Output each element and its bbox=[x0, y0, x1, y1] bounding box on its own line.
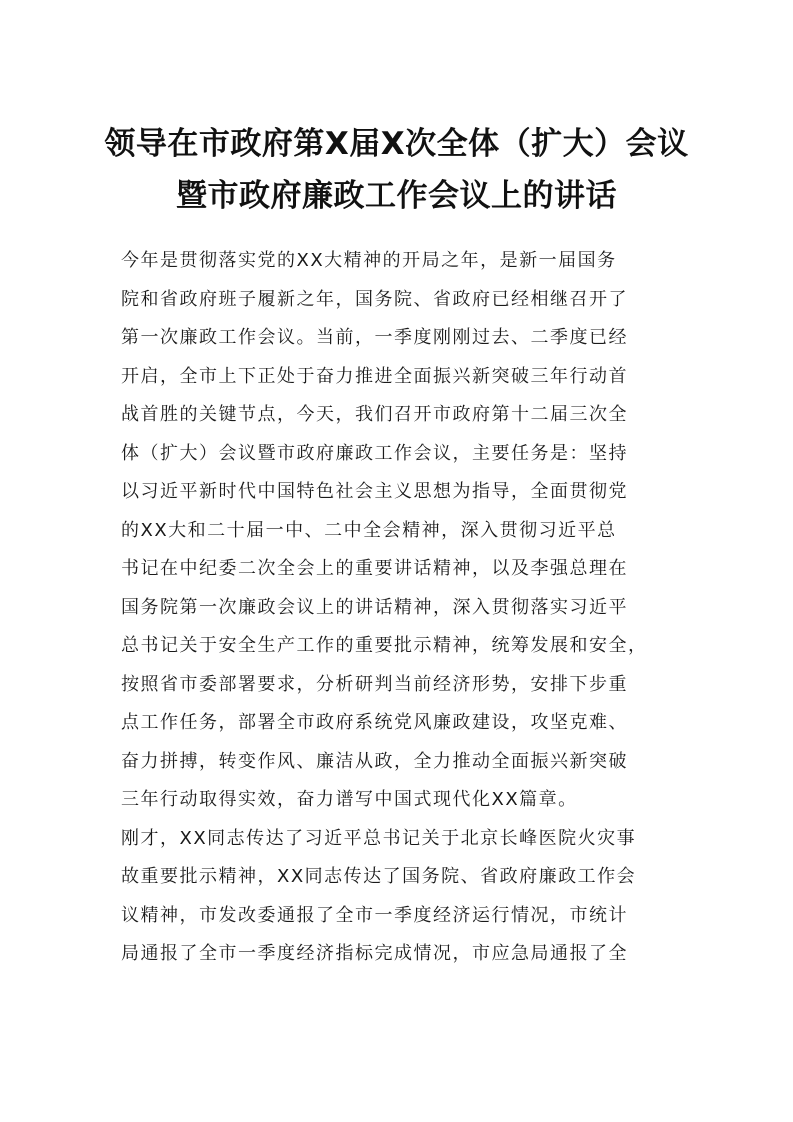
body-line: 局通报了全市一季度经济指标完成情况，市应急局通报了全 bbox=[121, 943, 628, 964]
body-line: 刚才，XX同志传达了习近平总书记关于北京长峰医院火灾事 bbox=[121, 827, 637, 849]
body-line: 第一次廉政工作会议。当前，一季度刚刚过去、二季度已经 bbox=[121, 327, 628, 348]
body-line: 国务院第一次廉政会议上的讲话精神，深入贯彻落实习近平 bbox=[121, 596, 628, 618]
body-line: 开启，全市上下正处于奋力推进全面振兴新突破三年行动首 bbox=[121, 365, 628, 387]
body-line: 奋力拼搏，转变作风、廉洁从政，全力推动全面振兴新突破 bbox=[121, 750, 628, 772]
page-title bbox=[90, 118, 703, 222]
title-line-2: 暨市政府廉政工作会议上的讲话 bbox=[176, 178, 617, 214]
body-text bbox=[121, 242, 681, 974]
body-line: 的XX大和二十届一中、二中全会精神，深入贯彻习近平总 bbox=[121, 519, 617, 541]
body-line: 总书记关于安全生产工作的重要批示精神，统筹发展和安全， bbox=[121, 635, 648, 656]
body-line: 院和省政府班子履新之年，国务院、省政府已经相继召开了 bbox=[121, 288, 628, 310]
title-line-1: 领导在市政府第X届X次全体（扩大）会议 bbox=[104, 126, 689, 162]
body-line: 议精神，市发改委通报了全市一季度经济运行情况，市统计 bbox=[121, 904, 628, 926]
body-line: 书记在中纪委二次全会上的重要讲话精神，以及李强总理在 bbox=[121, 558, 628, 579]
body-line: 故重要批示精神，XX同志传达了国务院、省政府廉政工作会 bbox=[121, 866, 637, 887]
body-line: 体（扩大）会议暨市政府廉政工作会议，主要任务是：坚持 bbox=[121, 442, 628, 464]
body-line: 点工作任务，部署全市政府系统党风廉政建设，攻坚克难、 bbox=[121, 712, 628, 733]
body-line: 以习近平新时代中国特色社会主义思想为指导，全面贯彻党 bbox=[121, 481, 628, 502]
body-line: 三年行动取得实效，奋力谱写中国式现代化XX篇章。 bbox=[121, 789, 578, 810]
body-line: 战首胜的关键节点，今天，我们召开市政府第十二届三次全 bbox=[121, 404, 628, 425]
body-line: 今年是贯彻落实党的XX大精神的开局之年，是新一届国务 bbox=[121, 250, 617, 271]
body-line: 按照省市委部署要求，分析研判当前经济形势，安排下步重 bbox=[121, 673, 628, 695]
